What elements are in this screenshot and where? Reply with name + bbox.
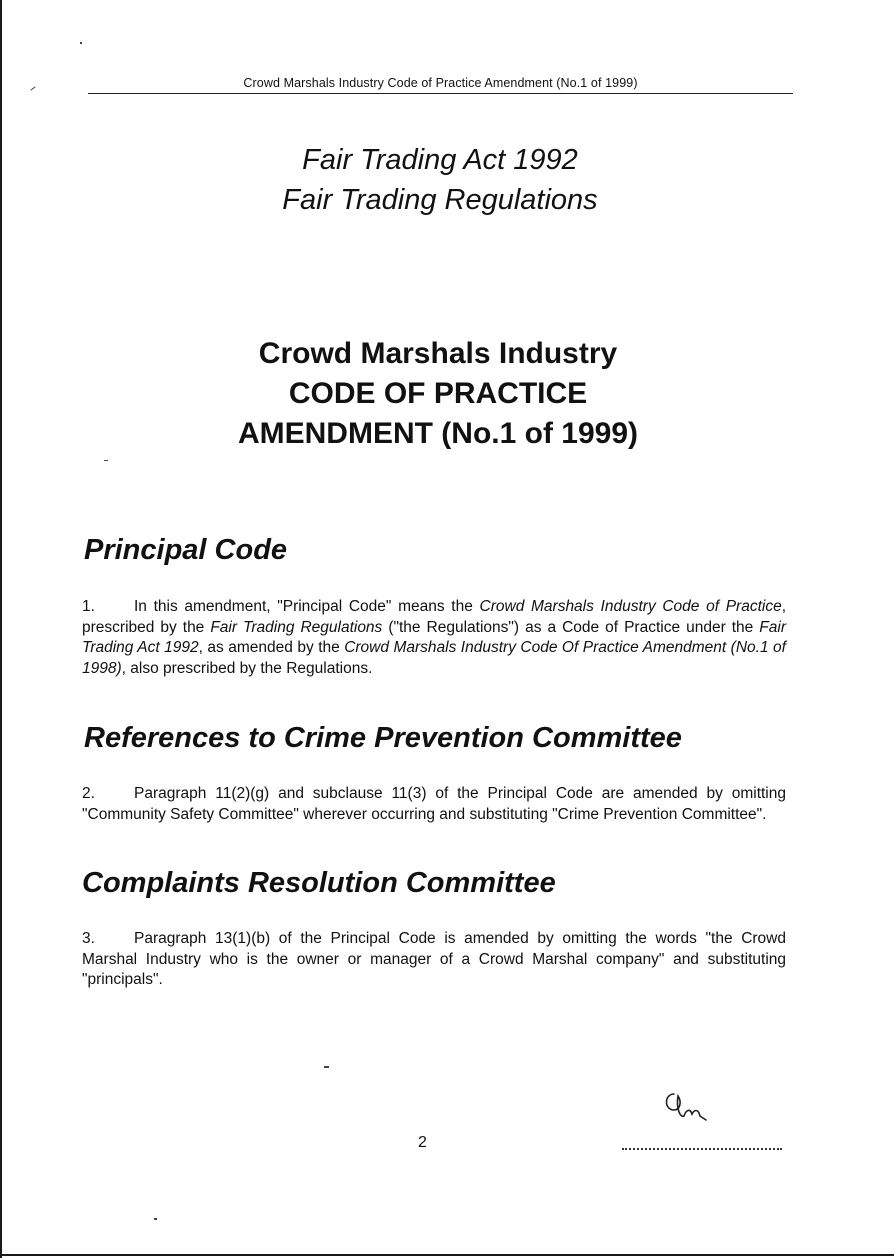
clause-3 (82, 929, 786, 991)
clause-2 (82, 784, 786, 825)
clause-number: 2. (82, 785, 95, 802)
code-title (0, 334, 876, 454)
clause-text: , as amended by the (198, 639, 345, 656)
clause-number: 1. (82, 598, 95, 615)
scan-speck (80, 42, 82, 44)
clause-text-italic: Fair Trading Regulations (210, 618, 383, 636)
act-title-line: Fair Trading Regulations (282, 184, 598, 216)
code-title-line: AMENDMENT (No.1 of 1999) (237, 417, 639, 450)
scan-speck (104, 460, 108, 461)
clause-text: Paragraph 13(1)(b) of the Principal Code is amended by omitting the words "the Crowd Marshal Industry who is the owner or manager of a Crowd Marshal company" and substituting "principals". (82, 930, 786, 988)
clause-text: , also prescribed by the Regulations. (121, 659, 373, 677)
handwritten-initials (660, 1088, 710, 1129)
act-title (0, 140, 880, 220)
section-heading-crime-prevention: References to Crime Prevention Committee (84, 722, 682, 754)
clause-text: ("the Regulations") as a Code of Practice under the (382, 618, 760, 636)
scan-speck (154, 1218, 157, 1220)
clause-text: , prescribed by the (82, 598, 787, 636)
scan-speck (324, 1066, 329, 1068)
clause-text: In this amendment, "Principal Code" means the (134, 598, 480, 615)
code-title-line: Crowd Marshals Industry (258, 337, 618, 370)
clause-text-italic: Crowd Marshals Industry Code of Practice (479, 598, 782, 615)
page-number: 2 (418, 1134, 427, 1151)
code-title-line: CODE OF PRACTICE (288, 377, 588, 410)
scan-speck (30, 86, 35, 91)
signature-line (622, 1148, 782, 1150)
running-header: Crowd Marshals Industry Code of Practice Amendment (No.1 of 1999) (88, 76, 793, 94)
page-edge-bottom (0, 1254, 894, 1256)
clause-1 (82, 597, 786, 679)
section-heading-complaints-resolution: Complaints Resolution Committee (82, 867, 556, 899)
clause-text: Paragraph 11(2)(g) and subclause 11(3) of the Principal Code are amended by omitting "Community Safety Committee" wherever occurring and substituting "Crime Prevention Committee". (82, 785, 786, 823)
section-heading-principal-code: Principal Code (84, 534, 288, 566)
clause-number: 3. (82, 930, 95, 947)
clause-text-italic: Crowd Marshals Industry Code Of Practice Amendment (No.1 of 1998) (82, 639, 786, 677)
act-title-line: Fair Trading Act 1992 (302, 144, 578, 176)
clause-text-italic: Fair Trading Act 1992 (82, 618, 786, 656)
